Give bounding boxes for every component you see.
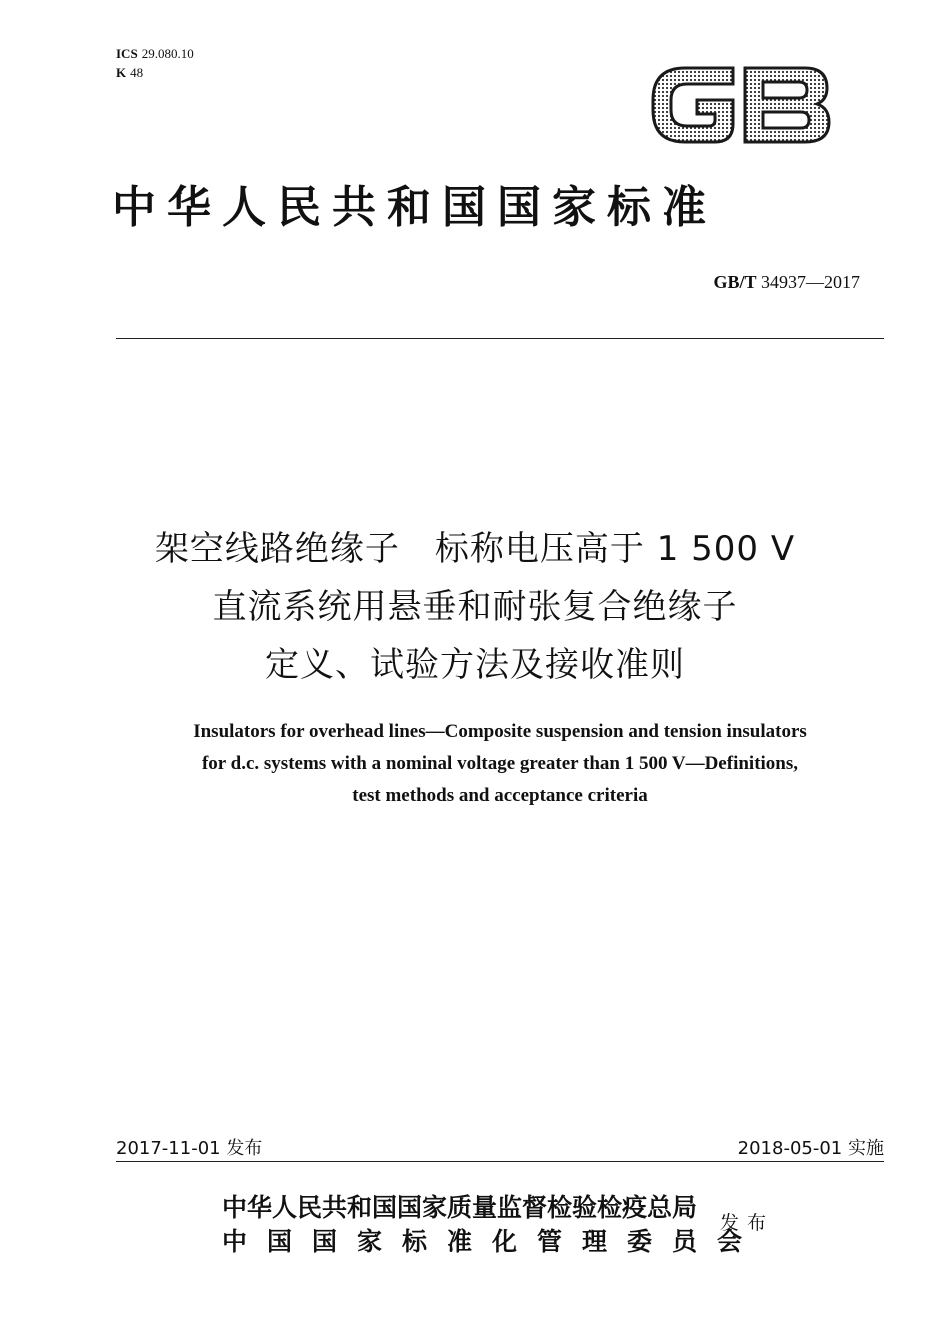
ccs-code: K 48 [116,65,144,80]
english-title-line: test methods and acceptance criteria [352,785,648,806]
publish-label: 发布 [720,1212,775,1234]
chinese-title-line: 定义、试验方法及接收准则 [265,645,685,685]
english-title [80,716,920,812]
english-title-line: Insulators for overhead lines—Composite suspension and tension insulators [193,721,807,742]
ics-code: ICS 29.080.10 [116,46,194,61]
gb-standard-logo-icon [645,58,833,152]
chinese-title-line: 直流系统用悬垂和耐张复合绝缘子 [212,587,738,627]
standard-number: GB/T 34937—2017 [713,272,860,292]
chinese-title-line: 架空线路绝缘子 标称电压高于 1 500 V [154,529,796,569]
issuer-aqsiq: 中华人民共和国国家质量监督检验检疫总局 [222,1193,698,1222]
issuer-sac: 中国国家标准化管理委员会 [222,1227,763,1256]
implementation-date: 2018-05-01 实施 [737,1138,884,1159]
top-divider [116,338,884,339]
classification-codes [116,44,194,82]
bottom-divider [116,1161,884,1162]
national-standard-heading: 中华人民共和国国家标准 [112,182,717,233]
english-title-line: for d.c. systems with a nominal voltage greater than 1 500 V—Definitions, [201,753,799,774]
issue-date: 2017-11-01 发布 [116,1138,263,1159]
chinese-title [60,520,890,694]
